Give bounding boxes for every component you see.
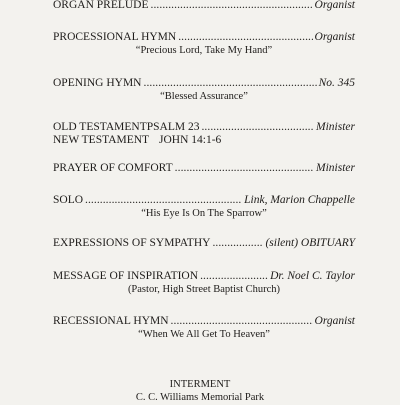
message-line xyxy=(53,270,355,282)
old-testament-ref: PSALM 23 xyxy=(146,121,200,133)
leader-dots xyxy=(200,270,268,282)
sympathy-role: (silent) OBITUARY xyxy=(265,237,355,249)
leader-dots xyxy=(85,194,242,206)
leader-dots xyxy=(144,77,317,89)
opening-hymn-number: No. 345 xyxy=(318,77,355,89)
organ-prelude-title: ORGAN PRELUDE xyxy=(53,0,149,11)
interment-place: C. C. Williams Memorial Park xyxy=(135,392,265,403)
solo-song-name: “His Eye Is On The Sparrow” xyxy=(141,208,267,219)
recessional-hymn-line xyxy=(53,315,355,327)
opening-hymn-title: OPENING HYMN xyxy=(53,77,142,89)
organ-prelude-line xyxy=(53,0,355,11)
processional-hymn-name: “Precious Lord, Take My Hand” xyxy=(135,45,273,56)
solo-line xyxy=(53,194,355,206)
organ-prelude-role: Organist xyxy=(314,0,355,11)
new-testament-ref: JOHN 14:1-6 xyxy=(159,134,222,146)
recessional-hymn-name: “When We All Get To Heaven” xyxy=(138,329,270,340)
interment-heading: INTERMENT xyxy=(169,379,231,390)
sympathy-title: EXPRESSIONS OF SYMPATHY xyxy=(53,237,211,249)
solo-role: Link, Marion Chappelle xyxy=(244,194,355,206)
leader-dots xyxy=(171,315,313,327)
new-testament-label: NEW TESTAMENT xyxy=(53,134,150,146)
leader-dots xyxy=(175,162,314,174)
leader-dots xyxy=(201,121,314,133)
prayer-title: PRAYER OF COMFORT xyxy=(53,162,173,174)
solo-title: SOLO xyxy=(53,194,84,206)
message-speaker-title: (Pastor, High Street Baptist Church) xyxy=(127,284,281,295)
leader-dots xyxy=(151,0,313,11)
sympathy-line xyxy=(53,237,355,249)
processional-hymn-role: Organist xyxy=(314,31,355,43)
scripture-role: Minister xyxy=(316,121,355,133)
opening-hymn-name: “Blessed Assurance” xyxy=(160,91,248,102)
message-speaker: Dr. Noel C. Taylor xyxy=(270,270,355,282)
prayer-role: Minister xyxy=(316,162,355,174)
prayer-line xyxy=(53,162,355,174)
opening-hymn-line xyxy=(53,77,355,89)
processional-hymn-line xyxy=(53,31,355,43)
recessional-hymn-title: RECESSIONAL HYMN xyxy=(53,315,169,327)
new-testament-line xyxy=(53,134,355,147)
processional-hymn-title: PROCESSIONAL HYMN xyxy=(53,31,177,43)
leader-dots xyxy=(212,237,263,249)
old-testament-label: OLD TESTAMENT xyxy=(53,121,147,133)
recessional-hymn-role: Organist xyxy=(314,315,355,327)
old-testament-line xyxy=(53,121,355,134)
scripture-block xyxy=(53,121,355,147)
leader-dots xyxy=(178,31,312,43)
message-title: MESSAGE OF INSPIRATION xyxy=(53,270,199,282)
